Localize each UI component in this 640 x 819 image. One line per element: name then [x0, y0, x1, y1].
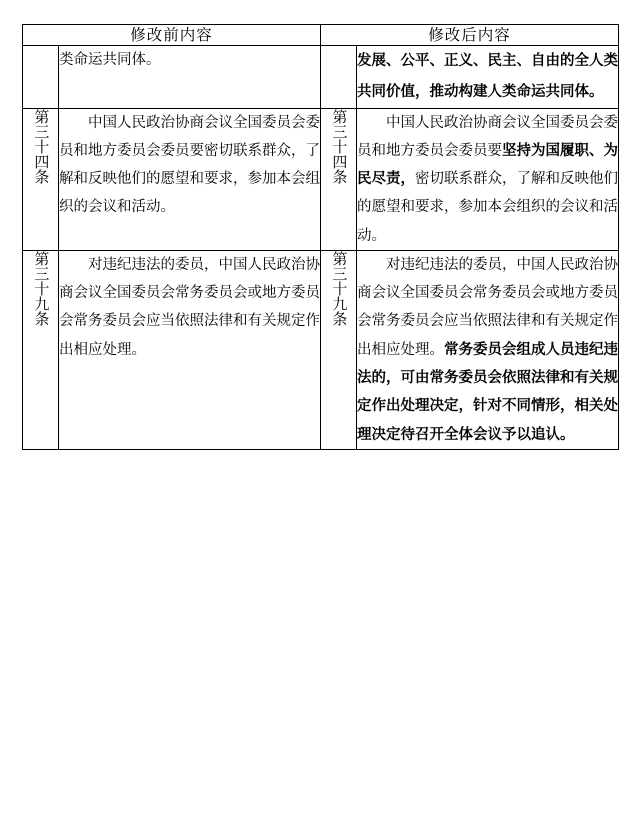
run-text-bold: 坚持为国履职、为民尽责，: [357, 141, 619, 188]
run-text: 中国人民政治协商会议全国委员会委员和地方委员会委员要: [357, 114, 619, 159]
run-text: 中国人民政治协商会议全国委员会委员和地方委员会委员要密切联系群众，了解和反映他们的愿望和要求，参加本会组织的会议和活动。: [59, 114, 321, 216]
paragraph: [59, 251, 320, 364]
after-content-cell: [357, 46, 619, 108]
header-after-content: 修改后内容: [321, 25, 619, 46]
before-content-cell: [59, 108, 321, 250]
run-text: 对违纪违法的委员，中国人民政治协商会议全国委员会常务委员会或地方委员会常务委员会应当依照法律和有关规定作出相应处理。: [59, 256, 321, 358]
table-row: [23, 46, 619, 108]
article-label-before: [23, 250, 59, 449]
run-text-bold: 发展、公平、正义、民主、自由的全人类共同价值，推动构建人类命运共同体。: [357, 52, 619, 100]
paragraph: [59, 109, 320, 222]
article-label-text: 第三十九条: [330, 250, 349, 326]
after-content-cell: [357, 250, 619, 449]
article-label-after: [321, 108, 357, 250]
article-label-text: 第三十四条: [330, 108, 349, 184]
article-label-before: [23, 108, 59, 250]
article-label-text: 第三十九条: [32, 250, 51, 326]
run-text: 密切联系群众，了解和反映他们的愿望和要求，参加本会组织的会议和活动。: [357, 171, 619, 244]
article-label-before: [23, 46, 59, 108]
run-text: 类命运共同体。: [59, 52, 161, 69]
paragraph: [59, 46, 320, 76]
article-label-after: [321, 250, 357, 449]
table-header-row: [23, 25, 619, 46]
amendment-comparison-table: [22, 24, 619, 450]
after-content-cell: [357, 108, 619, 250]
header-before-content: 修改前内容: [23, 25, 321, 46]
paragraph: [357, 46, 618, 107]
paragraph: [357, 251, 618, 449]
before-content-cell: [59, 46, 321, 108]
table-row: [23, 108, 619, 250]
run-text: 对违纪违法的委员，中国人民政治协商会议全国委员会常务委员会或地方委员会常务委员会应当依照法律和有关规定作出相应处理。: [357, 256, 619, 358]
before-content-cell: [59, 250, 321, 449]
table-row: [23, 250, 619, 449]
run-text-bold: 常务委员会组成人员违纪违法的，可由常务委员会依照法律和有关规定作出处理决定，针对不同情形，相关处理决定待召开全体会议予以追认。: [357, 340, 619, 443]
paragraph: [357, 109, 618, 250]
article-label-text: 第三十四条: [32, 108, 51, 184]
article-label-after: [321, 46, 357, 108]
